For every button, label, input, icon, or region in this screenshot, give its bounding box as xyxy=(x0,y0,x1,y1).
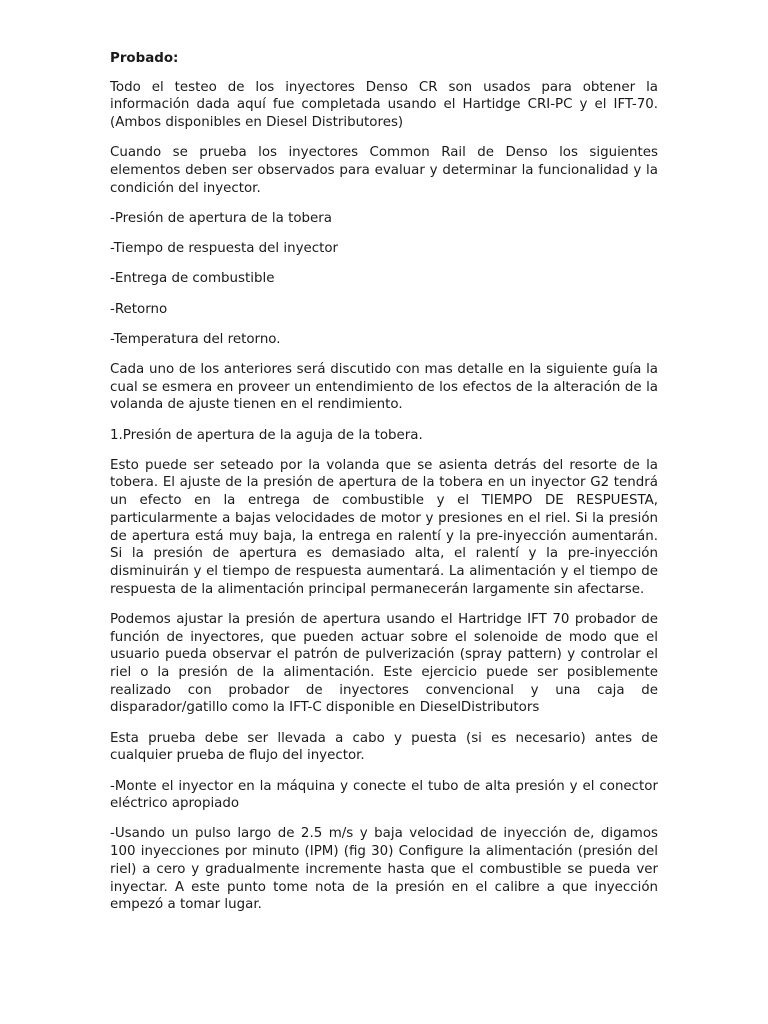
paragraph-discussion: Cada uno de los anteriores será discutido con mas detalle en la siguiente guía la cual se esmera en proveer un entendimiento de los efectos de la alteración de la volanda de ajuste tienen en el rendimiento. xyxy=(110,361,658,413)
paragraph-testing-info: Todo el testeo de los inyectores Denso CR son usados para obtener la información dada aquí fue completada usando el Hartidge CRI-PC y el IFT-70. (Ambos disponibles en Diesel Distributores) xyxy=(110,79,658,131)
paragraph-hartridge-adjust: Podemos ajustar la presión de apertura usando el Hartridge IFT 70 probador de función de inyectores, que pueden actuar sobre el solenoide de modo que el usuario pueda observar el patrón de pulverización (spray pattern) y controlar el riel o la presión de la alimentación. Este ejercicio puede ser posiblemente realizado con probador de inyectores convencional y una caja de disparador/gatillo como la IFT-C disponible en DieselDistributors xyxy=(110,611,658,716)
list-item: -Tiempo de respuesta del inyector xyxy=(110,241,339,257)
section-title: 1.Presión de apertura de la aguja de la tobera. xyxy=(110,427,423,443)
list-item: -Temperatura del retorno. xyxy=(110,331,281,347)
paragraph-elements-observed: Cuando se prueba los inyectores Common Rail de Denso los siguientes elementos deben ser observados para evaluar y determinar la funcionalidad y la condición del inyector. xyxy=(110,145,658,196)
document-page xyxy=(110,50,658,926)
paragraph-mount-injector: -Monte el inyector en la máquina y conecte el tubo de alta presión y el conector eléctrico apropiado xyxy=(110,778,658,812)
list-item: -Entrega de combustible xyxy=(110,271,275,287)
paragraph-opening-pressure: Esto puede ser seteado por la volanda que se asienta detrás del resorte de la tobera. El ajuste de la presión de apertura de la tobera en un inyector G2 tendrá un efecto en la entrega de combustible y el TIEMPO DE RESPUESTA, particularmente a bajas velocidades de motor y presiones en el riel. Si la presión de apertura está muy baja, la entrega en ralentí y la pre-inyección aumentarán. Si la presión de apertura es demasiado alta, el ralentí y la pre-inyección disminuirán y el tiempo de respuesta aumentará. La alimentación y el tiempo de respuesta de la alimentación principal permanecerán largamente sin afectarse. xyxy=(110,457,658,597)
paragraph-pulse-procedure: -Usando un pulso largo de 2.5 m/s y baja velocidad de inyección de, digamos 100 inyecciones por minuto (IPM) (fig 30) Configure la alimentación (presión del riel) a cero y gradualmente incremente hasta que el combustible se pueda ver inyectar. A este punto tome nota de la presión en el calibre a que inyección empezó a tomar lugar. xyxy=(110,826,658,913)
list-item: -Presión de apertura de la tobera xyxy=(110,210,332,226)
list-item: -Retorno xyxy=(110,301,168,317)
document-heading: Probado: xyxy=(110,51,179,66)
paragraph-test-order: Esta prueba debe ser llevada a cabo y puesta (si es necesario) antes de cualquier prueba de flujo del inyector. xyxy=(110,730,658,764)
